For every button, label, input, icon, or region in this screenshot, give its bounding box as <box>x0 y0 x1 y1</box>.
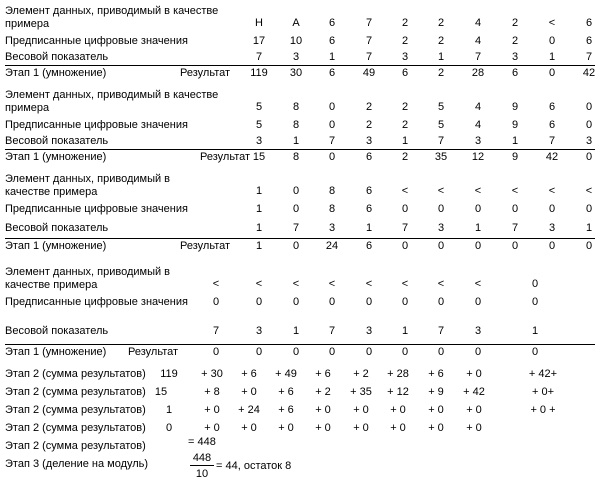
element-value: 1 <box>255 185 263 197</box>
element-value: 2 <box>401 17 409 29</box>
element-value: 6 <box>585 17 593 29</box>
assigned-value: 10 <box>289 35 303 47</box>
element-value: < <box>255 278 263 290</box>
stage2-term: + 6 <box>241 368 257 380</box>
assigned-value: 5 <box>255 119 263 131</box>
result-value: 42 <box>545 151 559 163</box>
result-value: 2 <box>401 151 409 163</box>
fraction-bar <box>190 465 214 466</box>
result-value: 28 <box>471 67 485 79</box>
assigned-value: 0 <box>292 203 300 215</box>
element-value: 0 <box>531 278 539 290</box>
result-value: 15 <box>252 151 266 163</box>
stage2-term: 0 <box>165 422 173 434</box>
stage3-label: Этап 3 (деление на модуль) <box>5 458 149 470</box>
element-value: 6 <box>548 101 556 113</box>
example-element-label: Элемент данных, приводимый в качестве примера <box>5 266 171 291</box>
stage1-rule <box>5 238 595 239</box>
stage2-term: 119 <box>160 368 178 380</box>
element-value: < <box>548 185 556 197</box>
stage2-term: + 42 <box>463 386 485 398</box>
result-value: 0 <box>585 151 593 163</box>
weight-value: 3 <box>511 51 519 63</box>
element-value: 8 <box>292 101 300 113</box>
element-value: 6 <box>328 17 336 29</box>
result-value: 0 <box>474 240 482 252</box>
result-value: 8 <box>292 151 300 163</box>
stage2-term: + 8 <box>204 386 220 398</box>
element-value: 0 <box>328 101 336 113</box>
element-value: < <box>328 278 336 290</box>
stage2-term: + 0 <box>278 422 294 434</box>
stage2-term: + 2 <box>315 386 331 398</box>
stage2-term: + 12 <box>387 386 409 398</box>
result-value: 0 <box>474 346 482 358</box>
result-value: 119 <box>250 67 268 79</box>
weight-value: 7 <box>328 135 336 147</box>
element-value: 0 <box>585 101 593 113</box>
example-element-label: Элемент данных, приводимый в качестве примера <box>5 5 219 30</box>
assigned-value: 0 <box>548 35 556 47</box>
element-value: 2 <box>401 101 409 113</box>
assigned-values-label: Предписанные цифровые значения <box>5 296 188 308</box>
element-value: 2 <box>511 17 519 29</box>
element-value: < <box>212 278 220 290</box>
weight-value: 1 <box>531 325 539 337</box>
fraction-denominator: 10 <box>195 468 209 480</box>
assigned-value: 0 <box>511 203 519 215</box>
assigned-value: 0 <box>437 203 445 215</box>
assigned-value: 7 <box>365 35 373 47</box>
result-label: Результат <box>180 67 231 79</box>
weight-value: 3 <box>292 51 300 63</box>
stage1-label: Этап 1 (умножение) <box>5 240 107 252</box>
result-value: 1 <box>255 240 263 252</box>
weight-value: 1 <box>511 135 519 147</box>
assigned-value: 2 <box>401 119 409 131</box>
assigned-value: 8 <box>292 119 300 131</box>
stage2-term: + 24 <box>238 404 260 416</box>
stage1-rule <box>5 149 595 150</box>
result-value: 0 <box>511 240 519 252</box>
element-value: H <box>255 17 263 29</box>
stage2-term: + 0 <box>466 368 482 380</box>
assigned-value: 0 <box>585 203 593 215</box>
result-value: 0 <box>401 240 409 252</box>
result-value: 0 <box>365 346 373 358</box>
assigned-value: 0 <box>585 119 593 131</box>
result-value: 6 <box>365 151 373 163</box>
stage2-term: + 28 <box>387 368 409 380</box>
assigned-value: 0 <box>365 296 373 308</box>
result-value: 0 <box>328 346 336 358</box>
result-value: 0 <box>531 346 539 358</box>
result-value: 6 <box>328 67 336 79</box>
assigned-value: 2 <box>511 35 519 47</box>
weight-value: 7 <box>511 222 519 234</box>
stage2-term: + 6 <box>278 386 294 398</box>
assigned-value: 6 <box>365 203 373 215</box>
weight-value: 1 <box>401 135 409 147</box>
stage1-label: Этап 1 (умножение) <box>5 346 107 358</box>
assigned-value: 0 <box>328 119 336 131</box>
stage2-term: + 49 <box>275 368 297 380</box>
weight-value: 1 <box>585 222 593 234</box>
weight-value: 7 <box>212 325 220 337</box>
stage2-term: + 0 <box>315 404 331 416</box>
stage2-term: 15 <box>154 386 168 398</box>
stage2-term: + 0 + <box>530 404 556 416</box>
element-value: < <box>548 17 556 29</box>
weight-value: 3 <box>365 135 373 147</box>
assigned-value: 2 <box>437 35 445 47</box>
result-value: 6 <box>365 240 373 252</box>
result-value: 49 <box>362 67 376 79</box>
element-value: < <box>437 185 445 197</box>
assigned-value: 0 <box>255 296 263 308</box>
stage2-term: + 0 <box>353 404 369 416</box>
stage2-term: + 0+ <box>531 386 555 398</box>
assigned-value: 0 <box>531 296 539 308</box>
stage2-label: Этап 2 (сумма результатов) <box>5 386 146 398</box>
result-value: 0 <box>437 240 445 252</box>
weight-value: 1 <box>255 222 263 234</box>
stage1-label: Этап 1 (умножение) <box>5 151 107 163</box>
assigned-value: 4 <box>474 119 482 131</box>
assigned-value: 2 <box>401 35 409 47</box>
weight-value: 1 <box>437 51 445 63</box>
element-value: 2 <box>365 101 373 113</box>
element-value: 7 <box>365 17 373 29</box>
element-value: 8 <box>328 185 336 197</box>
weight-label: Весовой показатель <box>5 135 109 147</box>
stage2-label: Этап 2 (сумма результатов) <box>5 368 146 380</box>
stage2-term: + 2 <box>353 368 369 380</box>
result-value: 0 <box>585 240 593 252</box>
weight-value: 7 <box>401 222 409 234</box>
result-value: 12 <box>471 151 485 163</box>
weight-value: 3 <box>585 135 593 147</box>
stage2-term: + 6 <box>315 368 331 380</box>
example-element-label: Элемент данных, приводимый в качестве примера <box>5 173 171 198</box>
stage2-term: + 0 <box>353 422 369 434</box>
assigned-value: 0 <box>401 296 409 308</box>
weight-value: 1 <box>328 51 336 63</box>
element-value: < <box>401 185 409 197</box>
stage2-term: + 0 <box>428 422 444 434</box>
weight-value: 3 <box>548 222 556 234</box>
assigned-value: 5 <box>437 119 445 131</box>
assigned-value: 2 <box>365 119 373 131</box>
assigned-value: 9 <box>511 119 519 131</box>
element-value: < <box>511 185 519 197</box>
element-value: 2 <box>437 17 445 29</box>
result-value: 30 <box>289 67 303 79</box>
result-value: 42 <box>582 67 596 79</box>
assigned-value: 1 <box>255 203 263 215</box>
assigned-value: 4 <box>474 35 482 47</box>
assigned-value: 0 <box>474 203 482 215</box>
result-value: 0 <box>548 240 556 252</box>
assigned-value: 0 <box>548 203 556 215</box>
element-value: 5 <box>437 101 445 113</box>
result-label: Результат <box>180 240 231 252</box>
element-value: < <box>474 185 482 197</box>
assigned-value: 8 <box>328 203 336 215</box>
stage2-term: + 0 <box>241 386 257 398</box>
result-value: 0 <box>255 346 263 358</box>
weight-value: 7 <box>548 135 556 147</box>
weight-value: 3 <box>328 222 336 234</box>
stage2-term: + 30 <box>201 368 223 380</box>
element-value: A <box>292 17 300 29</box>
element-value: < <box>365 278 373 290</box>
weight-value: 7 <box>365 51 373 63</box>
element-value: 6 <box>365 185 373 197</box>
assigned-value: 17 <box>252 35 266 47</box>
stage2-term: + 0 <box>390 404 406 416</box>
element-value: 9 <box>511 101 519 113</box>
assigned-values-label: Предписанные цифровые значения <box>5 203 188 215</box>
weight-value: 3 <box>255 135 263 147</box>
result-value: 0 <box>292 346 300 358</box>
stage2-term: + 0 <box>390 422 406 434</box>
result-value: 0 <box>401 346 409 358</box>
result-value: 6 <box>511 67 519 79</box>
stage2-term: + 42+ <box>528 368 558 380</box>
weight-value: 1 <box>474 222 482 234</box>
element-value: < <box>437 278 445 290</box>
fraction-numerator: 448 <box>192 452 212 464</box>
stage2-total: = 448 <box>188 436 216 448</box>
stage2-term: + 6 <box>278 404 294 416</box>
stage2-term: + 0 <box>241 422 257 434</box>
stage2-term: + 0 <box>315 422 331 434</box>
element-value: 5 <box>255 101 263 113</box>
stage2-label: Этап 2 (сумма результатов) <box>5 404 146 416</box>
stage2-term: + 0 <box>466 404 482 416</box>
assigned-value: 6 <box>328 35 336 47</box>
stage2-term: + 0 <box>428 404 444 416</box>
weight-value: 7 <box>328 325 336 337</box>
weight-value: 7 <box>585 51 593 63</box>
stage1-rule <box>5 344 595 345</box>
stage2-term: + 0 <box>204 404 220 416</box>
element-value: 0 <box>292 185 300 197</box>
result-value: 0 <box>328 151 336 163</box>
result-value: 0 <box>292 240 300 252</box>
example-element-label: Элемент данных, приводимый в качестве примера <box>5 89 219 114</box>
assigned-value: 0 <box>401 203 409 215</box>
assigned-value: 0 <box>437 296 445 308</box>
stage2-label: Этап 2 (сумма результатов) <box>5 422 146 434</box>
assigned-value: 6 <box>548 119 556 131</box>
result-value: 35 <box>434 151 448 163</box>
stage2-term: + 0 <box>204 422 220 434</box>
stage2-term: + 9 <box>428 386 444 398</box>
weight-value: 7 <box>255 51 263 63</box>
weight-label: Весовой показатель <box>5 51 109 63</box>
weight-value: 7 <box>474 51 482 63</box>
result-label: Результат <box>128 346 179 358</box>
weight-value: 3 <box>255 325 263 337</box>
stage3-result: = 44, остаток 8 <box>216 460 292 472</box>
assigned-values-label: Предписанные цифровые значения <box>5 35 188 47</box>
weight-value: 7 <box>437 135 445 147</box>
result-value: 0 <box>437 346 445 358</box>
assigned-value: 0 <box>328 296 336 308</box>
assigned-value: 0 <box>212 296 220 308</box>
stage1-rule <box>5 65 595 66</box>
stage2-term: 1 <box>165 404 173 416</box>
stage2-term: + 0 <box>466 422 482 434</box>
weight-value: 1 <box>292 325 300 337</box>
stage2-term: + 6 <box>428 368 444 380</box>
weight-value: 3 <box>474 135 482 147</box>
result-value: 2 <box>437 67 445 79</box>
assigned-values-label: Предписанные цифровые значения <box>5 119 188 131</box>
weight-value: 1 <box>548 51 556 63</box>
stage2-label: Этап 2 (сумма результатов) <box>5 440 146 452</box>
result-value: 0 <box>212 346 220 358</box>
assigned-value: 0 <box>474 296 482 308</box>
weight-value: 7 <box>437 325 445 337</box>
element-value: 4 <box>474 101 482 113</box>
element-value: < <box>585 185 593 197</box>
element-value: 4 <box>474 17 482 29</box>
result-value: 0 <box>548 67 556 79</box>
result-value: 24 <box>325 240 339 252</box>
result-value: 6 <box>401 67 409 79</box>
stage2-term: + 35 <box>350 386 372 398</box>
weight-value: 3 <box>401 51 409 63</box>
weight-value: 3 <box>437 222 445 234</box>
stage1-label: Этап 1 (умножение) <box>5 67 107 79</box>
element-value: < <box>292 278 300 290</box>
weight-value: 1 <box>292 135 300 147</box>
result-label: Результат <box>200 151 251 163</box>
result-value: 9 <box>511 151 519 163</box>
weight-value: 1 <box>365 222 373 234</box>
weight-value: 3 <box>474 325 482 337</box>
weight-label: Весовой показатель <box>5 325 109 337</box>
element-value: < <box>401 278 409 290</box>
element-value: < <box>474 278 482 290</box>
assigned-value: 0 <box>292 296 300 308</box>
assigned-value: 6 <box>585 35 593 47</box>
weight-value: 1 <box>401 325 409 337</box>
weight-value: 3 <box>365 325 373 337</box>
weight-value: 7 <box>292 222 300 234</box>
weight-label: Весовой показатель <box>5 222 109 234</box>
